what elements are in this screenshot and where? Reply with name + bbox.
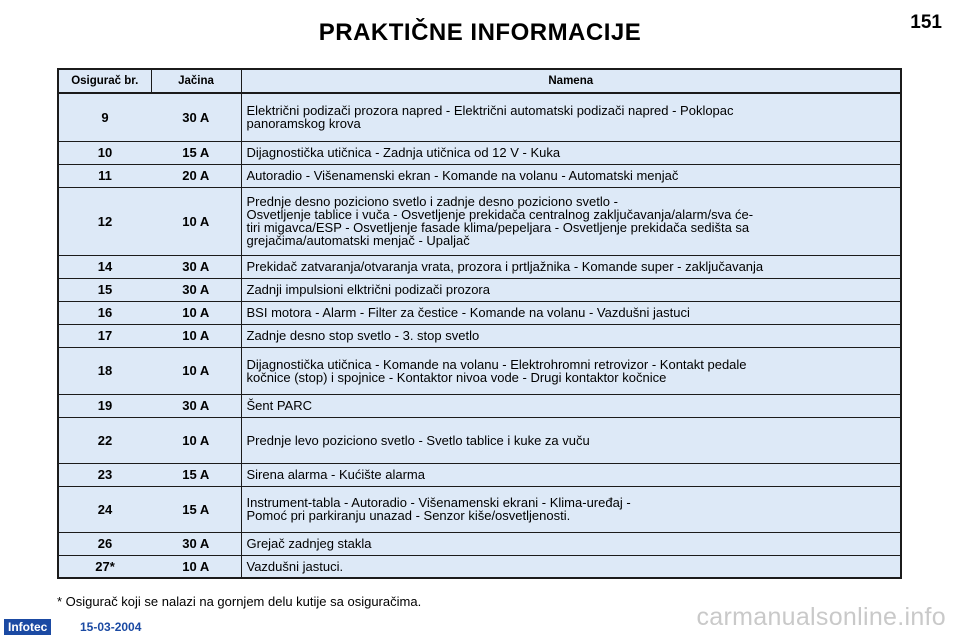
- fuse-purpose: Autoradio - Višenamenski ekran - Komande na volanu - Automatski menjač: [241, 164, 901, 187]
- fuse-number: 15: [58, 278, 151, 301]
- fuse-purpose: Šent PARC: [241, 394, 901, 417]
- infotec-logo: Infotec: [4, 619, 51, 635]
- fuse-purpose: Sirena alarma - Kućište alarma: [241, 463, 901, 486]
- table-row: [58, 93, 901, 141]
- fuse-amperage: 10 A: [151, 417, 241, 463]
- fuse-amperage: 30 A: [151, 394, 241, 417]
- table-row: [58, 555, 901, 578]
- fuse-purpose: Instrument-tabla - Autoradio - Višenamenski ekrani - Klima-uređaj - Pomoć pri parkiranju unazad - Senzor kiše/osvetljenosti.: [241, 486, 901, 532]
- fuse-purpose: Vazdušni jastuci.: [241, 555, 901, 578]
- header-purpose: Namena: [241, 69, 901, 93]
- fuse-purpose: Električni podizači prozora napred - Električni automatski podizači napred - Poklopac panoramskog krova: [241, 93, 901, 141]
- table-row: [58, 347, 901, 394]
- table-row: [58, 417, 901, 463]
- table-row: [58, 394, 901, 417]
- fuse-purpose: Prednje desno poziciono svetlo i zadnje desno poziciono svetlo - Osvetljenje tablice i vuča - Osvetljenje prekidača centralnog zaključavanja/alarm/sva će- tiri migavca/ESP - Osvetljenje fasade klima/pepeljara - Osvetljenje prekidača sedišta sa grejačima/automatski menjač - Upaljač: [241, 187, 901, 255]
- fuse-amperage: 10 A: [151, 555, 241, 578]
- fuse-purpose: Dijagnostička utičnica - Zadnja utičnica od 12 V - Kuka: [241, 141, 901, 164]
- table-row: [58, 141, 901, 164]
- fuse-number: 23: [58, 463, 151, 486]
- table-row: [58, 486, 901, 532]
- header-amperage: Jačina: [151, 69, 241, 93]
- footnote: * Osigurač koji se nalazi na gornjem delu kutije sa osiguračima.: [57, 594, 422, 609]
- fuse-amperage: 10 A: [151, 347, 241, 394]
- table-row: [58, 278, 901, 301]
- fuse-purpose: Zadnje desno stop svetlo - 3. stop svetlo: [241, 324, 901, 347]
- fuse-amperage: 30 A: [151, 255, 241, 278]
- fuse-number: 26: [58, 532, 151, 555]
- table-row: [58, 164, 901, 187]
- fuse-purpose: Zadnji impulsioni elktrični podizači prozora: [241, 278, 901, 301]
- fuse-amperage: 10 A: [151, 187, 241, 255]
- table-header-row: [58, 69, 901, 93]
- fuse-amperage: 15 A: [151, 463, 241, 486]
- fuse-number: 12: [58, 187, 151, 255]
- fuse-amperage: 15 A: [151, 141, 241, 164]
- fuse-amperage: 10 A: [151, 301, 241, 324]
- fuse-number: 24: [58, 486, 151, 532]
- fuse-purpose: Grejač zadnjeg stakla: [241, 532, 901, 555]
- table-row: [58, 532, 901, 555]
- fuse-amperage: 30 A: [151, 532, 241, 555]
- fuse-amperage: 30 A: [151, 278, 241, 301]
- table-row: [58, 301, 901, 324]
- fuse-number: 27*: [58, 555, 151, 578]
- fuse-purpose: Prekidač zatvaranja/otvaranja vrata, prozora i prtljažnika - Komande super - zaključavanja: [241, 255, 901, 278]
- fuse-amperage: 15 A: [151, 486, 241, 532]
- fuse-number: 19: [58, 394, 151, 417]
- fuse-number: 22: [58, 417, 151, 463]
- fuse-number: 10: [58, 141, 151, 164]
- table-row: [58, 187, 901, 255]
- footer-date: 15-03-2004: [80, 620, 142, 634]
- fuse-purpose: Prednje levo poziciono svetlo - Svetlo tablice i kuke za vuču: [241, 417, 901, 463]
- fuse-amperage: 30 A: [151, 93, 241, 141]
- fuse-amperage: 20 A: [151, 164, 241, 187]
- fuse-number: 18: [58, 347, 151, 394]
- fuse-number: 9: [58, 93, 151, 141]
- page-number: 151: [910, 12, 942, 33]
- table-row: [58, 463, 901, 486]
- fuse-table: [57, 68, 902, 579]
- fuse-number: 11: [58, 164, 151, 187]
- fuse-purpose: Dijagnostička utičnica - Komande na volanu - Elektrohromni retrovizor - Kontakt pedale kočnice (stop) i spojnice - Kontaktor nivoa vode - Drugi kontaktor kočnice: [241, 347, 901, 394]
- fuse-number: 14: [58, 255, 151, 278]
- fuse-number: 17: [58, 324, 151, 347]
- page-title: PRAKTIČNE INFORMACIJE: [318, 19, 642, 46]
- watermark: carmanualsonline.info: [696, 603, 946, 631]
- fuse-amperage: 10 A: [151, 324, 241, 347]
- table-row: [58, 255, 901, 278]
- table-row: [58, 324, 901, 347]
- fuse-purpose: BSI motora - Alarm - Filter za čestice - Komande na volanu - Vazdušni jastuci: [241, 301, 901, 324]
- fuse-number: 16: [58, 301, 151, 324]
- header-fuse-number: Osigurač br.: [58, 69, 151, 93]
